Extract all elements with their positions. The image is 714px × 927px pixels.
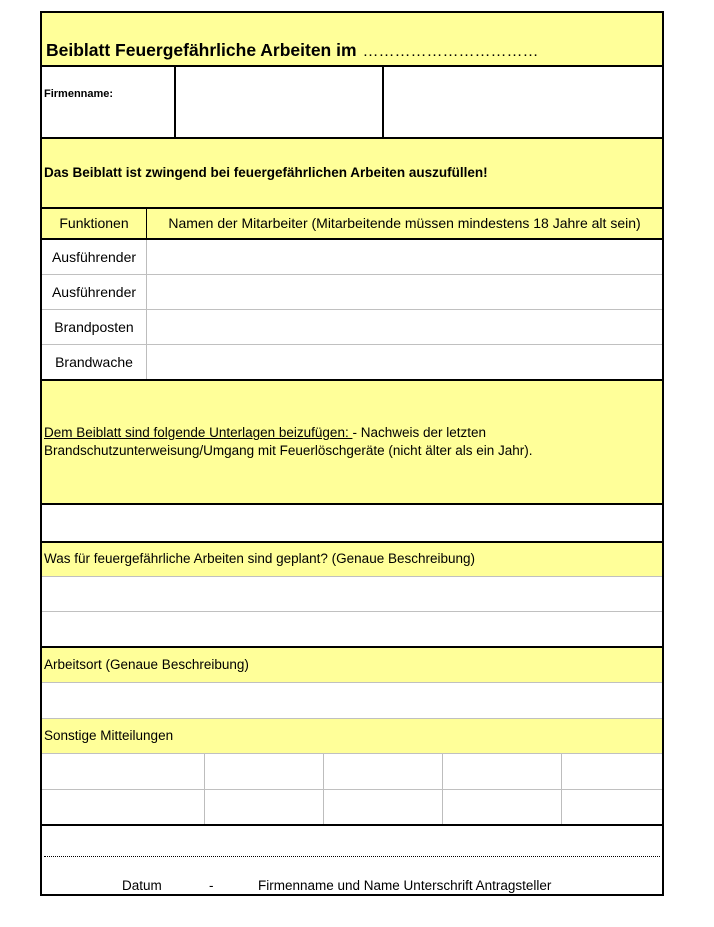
staff-row [42,275,662,310]
date-label: Datum [122,878,162,893]
company-extra-field[interactable] [384,67,662,137]
signature-area [42,826,662,894]
staff-row-label: Ausführender [51,249,137,265]
other-notes-band [42,719,662,754]
staff-row [42,310,662,345]
work-location-label: Arbeitsort (Genaue Beschreibung) [44,657,249,672]
title-band [42,13,662,67]
documents-line2: Brandschutzunterweisung/Umgang mit Feuerlöschgeräte (nicht älter als ein Jahr). [44,443,533,458]
staff-row [42,345,662,381]
planned-work-field[interactable] [42,612,662,648]
form-title [46,40,539,61]
signature-separator: - [209,878,214,893]
col-function-header: Funktionen [59,215,129,231]
work-location-band [42,648,662,683]
grid-divider [442,790,443,824]
planned-work-band [42,543,662,577]
notice-text: Das Beiblatt ist zwingend bei feuergefährlichen Arbeiten auszufüllen! [44,165,488,180]
staff-name-field[interactable] [147,310,662,344]
title-dots[interactable]: …………………………… [362,43,539,60]
company-name-field[interactable] [176,67,382,137]
documents-text [44,424,662,460]
grid-divider [204,790,205,824]
notice-band [42,139,662,209]
company-row [42,67,662,139]
documents-underlined: Dem Beiblatt sind folgende Unterlagen beizufügen: [44,425,353,440]
other-notes-row [42,790,662,826]
signature-line[interactable] [44,856,660,857]
work-location-field[interactable] [42,683,662,719]
grid-divider [442,754,443,789]
signature-label: Firmenname und Name Unterschrift Antragsteller [258,878,552,893]
staff-name-field[interactable] [147,345,662,379]
company-label: Firmenname: [44,88,114,100]
grid-divider [323,754,324,789]
col-names-header: Namen der Mitarbeiter (Mitarbeitende müssen mindestens 18 Jahre alt sein) [168,215,641,231]
staff-row-label: Brandwache [55,354,133,370]
other-notes-label: Sonstige Mitteilungen [44,728,174,743]
documents-entry-field[interactable] [42,505,662,543]
staff-table-header [42,209,662,240]
form-sheet [40,11,664,896]
staff-row-label: Ausführender [51,284,137,300]
documents-rest: - Nachweis der letzten [352,425,487,440]
staff-name-field[interactable] [147,240,662,274]
staff-row-label: Brandposten [54,319,134,335]
staff-row [42,240,662,275]
other-notes-row [42,754,662,790]
grid-divider [323,790,324,824]
planned-work-field[interactable] [42,577,662,612]
form-title-text: Beiblatt Feuergefährliche Arbeiten im [46,40,357,60]
staff-name-field[interactable] [147,275,662,309]
grid-divider [561,754,562,789]
documents-band [42,381,662,505]
planned-work-label: Was für feuergefährliche Arbeiten sind geplant? (Genaue Beschreibung) [44,551,476,566]
grid-divider [204,754,205,789]
grid-divider [561,790,562,824]
